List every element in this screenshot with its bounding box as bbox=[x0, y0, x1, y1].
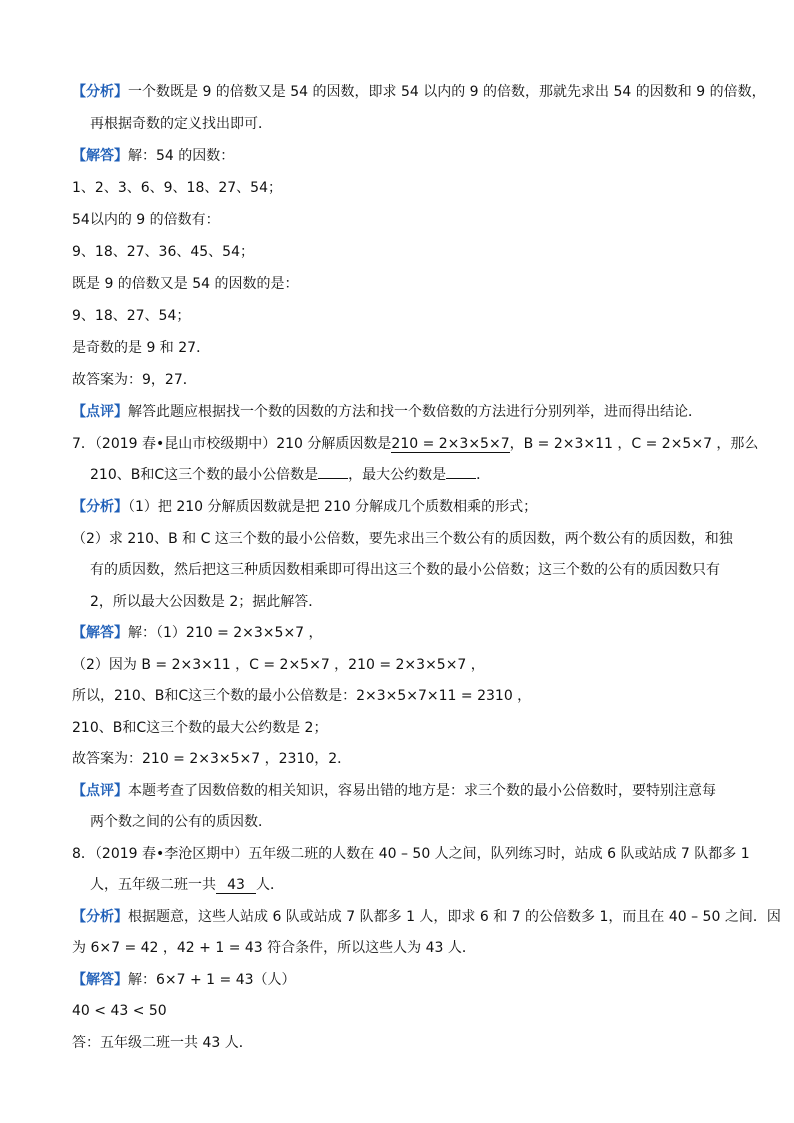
comment-tag: 【点评】 bbox=[72, 783, 128, 799]
q7-analysis-line-4: 2，所以最大公因数是 2；据此解答． bbox=[90, 594, 323, 610]
q7-answer-line-2: （2）因为 B = 2×3×11 ，C = 2×5×7 ，210 = 2×3×5×7 ， bbox=[72, 657, 485, 673]
text: 解：54 的因数： bbox=[128, 148, 235, 164]
s1-line-5: 既是 9 的倍数又是 54 的因数的是： bbox=[72, 276, 299, 292]
analysis-tag: 【分析】 bbox=[72, 909, 128, 925]
s1-line-3: 54以内的 9 的倍数有： bbox=[72, 212, 220, 228]
text: 人，五年级二班一共 bbox=[90, 877, 216, 893]
analysis-tag: 【分析】 bbox=[72, 499, 128, 515]
s1-line-7: 是奇数的是 9 和 27． bbox=[72, 340, 211, 356]
s1-line-4: 9、18、27、36、45、54； bbox=[72, 244, 254, 260]
analysis-tag: 【分析】 bbox=[72, 84, 128, 100]
answer-blank: 43 bbox=[216, 877, 256, 894]
text: 本题考查了因数倍数的相关知识，容易出错的地方是：求三个数的最小公倍数时，要特别注意每 bbox=[128, 783, 716, 799]
text: ． bbox=[476, 467, 491, 483]
q7-comment-line-2: 两个数之间的公有的质因数． bbox=[90, 814, 272, 830]
text: 7．（2019 春•昆山市校级期中）210 分解质因数是 bbox=[72, 436, 392, 452]
answer-tag: 【解答】 bbox=[72, 625, 128, 641]
answer-blank-gcd bbox=[446, 478, 476, 479]
s1-analysis-line-1 bbox=[72, 82, 766, 102]
text: 解：6×7 + 1 = 43（人） bbox=[128, 972, 296, 988]
q7-answer-line-4: 210、B和C这三个数的最大公约数是 2； bbox=[72, 720, 328, 736]
q7-answer-line-3: 所以，210、B和C这三个数的最小公倍数是：2×3×5×7×11 = 2310 ， bbox=[72, 688, 532, 704]
q7-comment-line-1 bbox=[72, 781, 754, 801]
text: 210、B和C这三个数的最小公倍数是 bbox=[90, 467, 319, 483]
q7-analysis-line-1 bbox=[72, 497, 754, 517]
q8-analysis-line-1 bbox=[72, 907, 781, 927]
text: ，B = 2×3×11 ，C = 2×5×7 ，那么 bbox=[509, 436, 759, 452]
q7-answer-line-5: 故答案为：210 = 2×3×5×7 ，2310，2． bbox=[72, 751, 352, 767]
q7-line-1 bbox=[72, 434, 759, 454]
answer-blank: 210 = 2×3×5×7 bbox=[391, 436, 510, 452]
text: （1）把 210 分解质因数就是把 210 分解成几个质数相乘的形式； bbox=[128, 499, 538, 515]
q8-answer-line-1 bbox=[72, 970, 754, 990]
q7-answer-line-1 bbox=[72, 623, 754, 643]
q8-line-1: 8．（2019 春•李沧区期中）五年级二班的人数在 40 – 50 人之间，队列练习时，站成 6 队或站成 7 队都多 1 bbox=[72, 846, 750, 862]
text: 人． bbox=[256, 877, 284, 893]
answer-blank-lcm bbox=[318, 478, 348, 479]
q7-line-2 bbox=[90, 465, 754, 485]
text: 一个数既是 9 的倍数又是 54 的因数，即求 54 以内的 9 的倍数，那就先求出 54 的因数和 9 的倍数， bbox=[128, 84, 766, 100]
answer-tag: 【解答】 bbox=[72, 972, 128, 988]
q8-answer-line-2: 40 < 43 < 50 bbox=[72, 1003, 167, 1019]
text: ，最大公约数是 bbox=[348, 467, 447, 483]
text: 根据题意，这些人站成 6 队或站成 7 队都多 1 人，即求 6 和 7 的公倍数多 1，而且在 40 – 50 之间．因 bbox=[128, 909, 781, 925]
s1-analysis-line-2: 再根据奇数的定义找出即可． bbox=[90, 116, 272, 132]
s1-answer-line-1 bbox=[72, 146, 754, 166]
q8-answer-line-3: 答：五年级二班一共 43 人． bbox=[72, 1035, 253, 1051]
s1-comment-line bbox=[72, 402, 754, 422]
q8-line-2 bbox=[90, 875, 754, 895]
text: 解：（1）210 = 2×3×5×7 ， bbox=[128, 625, 323, 641]
text: 解答此题应根据找一个数的因数的方法和找一个数倍数的方法进行分别列举，进而得出结论． bbox=[128, 404, 702, 420]
q8-analysis-line-2: 为 6×7 = 42 ，42 + 1 = 43 符合条件，所以这些人为 43 人． bbox=[72, 940, 476, 956]
comment-tag: 【点评】 bbox=[72, 404, 128, 420]
answer-tag: 【解答】 bbox=[72, 148, 128, 164]
s1-line-2: 1、2、3、6、9、18、27、54； bbox=[72, 180, 282, 196]
s1-line-8: 故答案为：9，27． bbox=[72, 372, 197, 388]
q7-analysis-line-2: （2）求 210、B 和 C 这三个数的最小公倍数，要先求出三个数公有的质因数，两个数公有的质因数，和独 bbox=[72, 531, 733, 547]
q7-analysis-line-3: 有的质因数，然后把这三种质因数相乘即可得出这三个数的最小公倍数；这三个数的公有的质因数只有 bbox=[90, 562, 720, 578]
s1-line-6: 9、18、27、54； bbox=[72, 308, 191, 324]
